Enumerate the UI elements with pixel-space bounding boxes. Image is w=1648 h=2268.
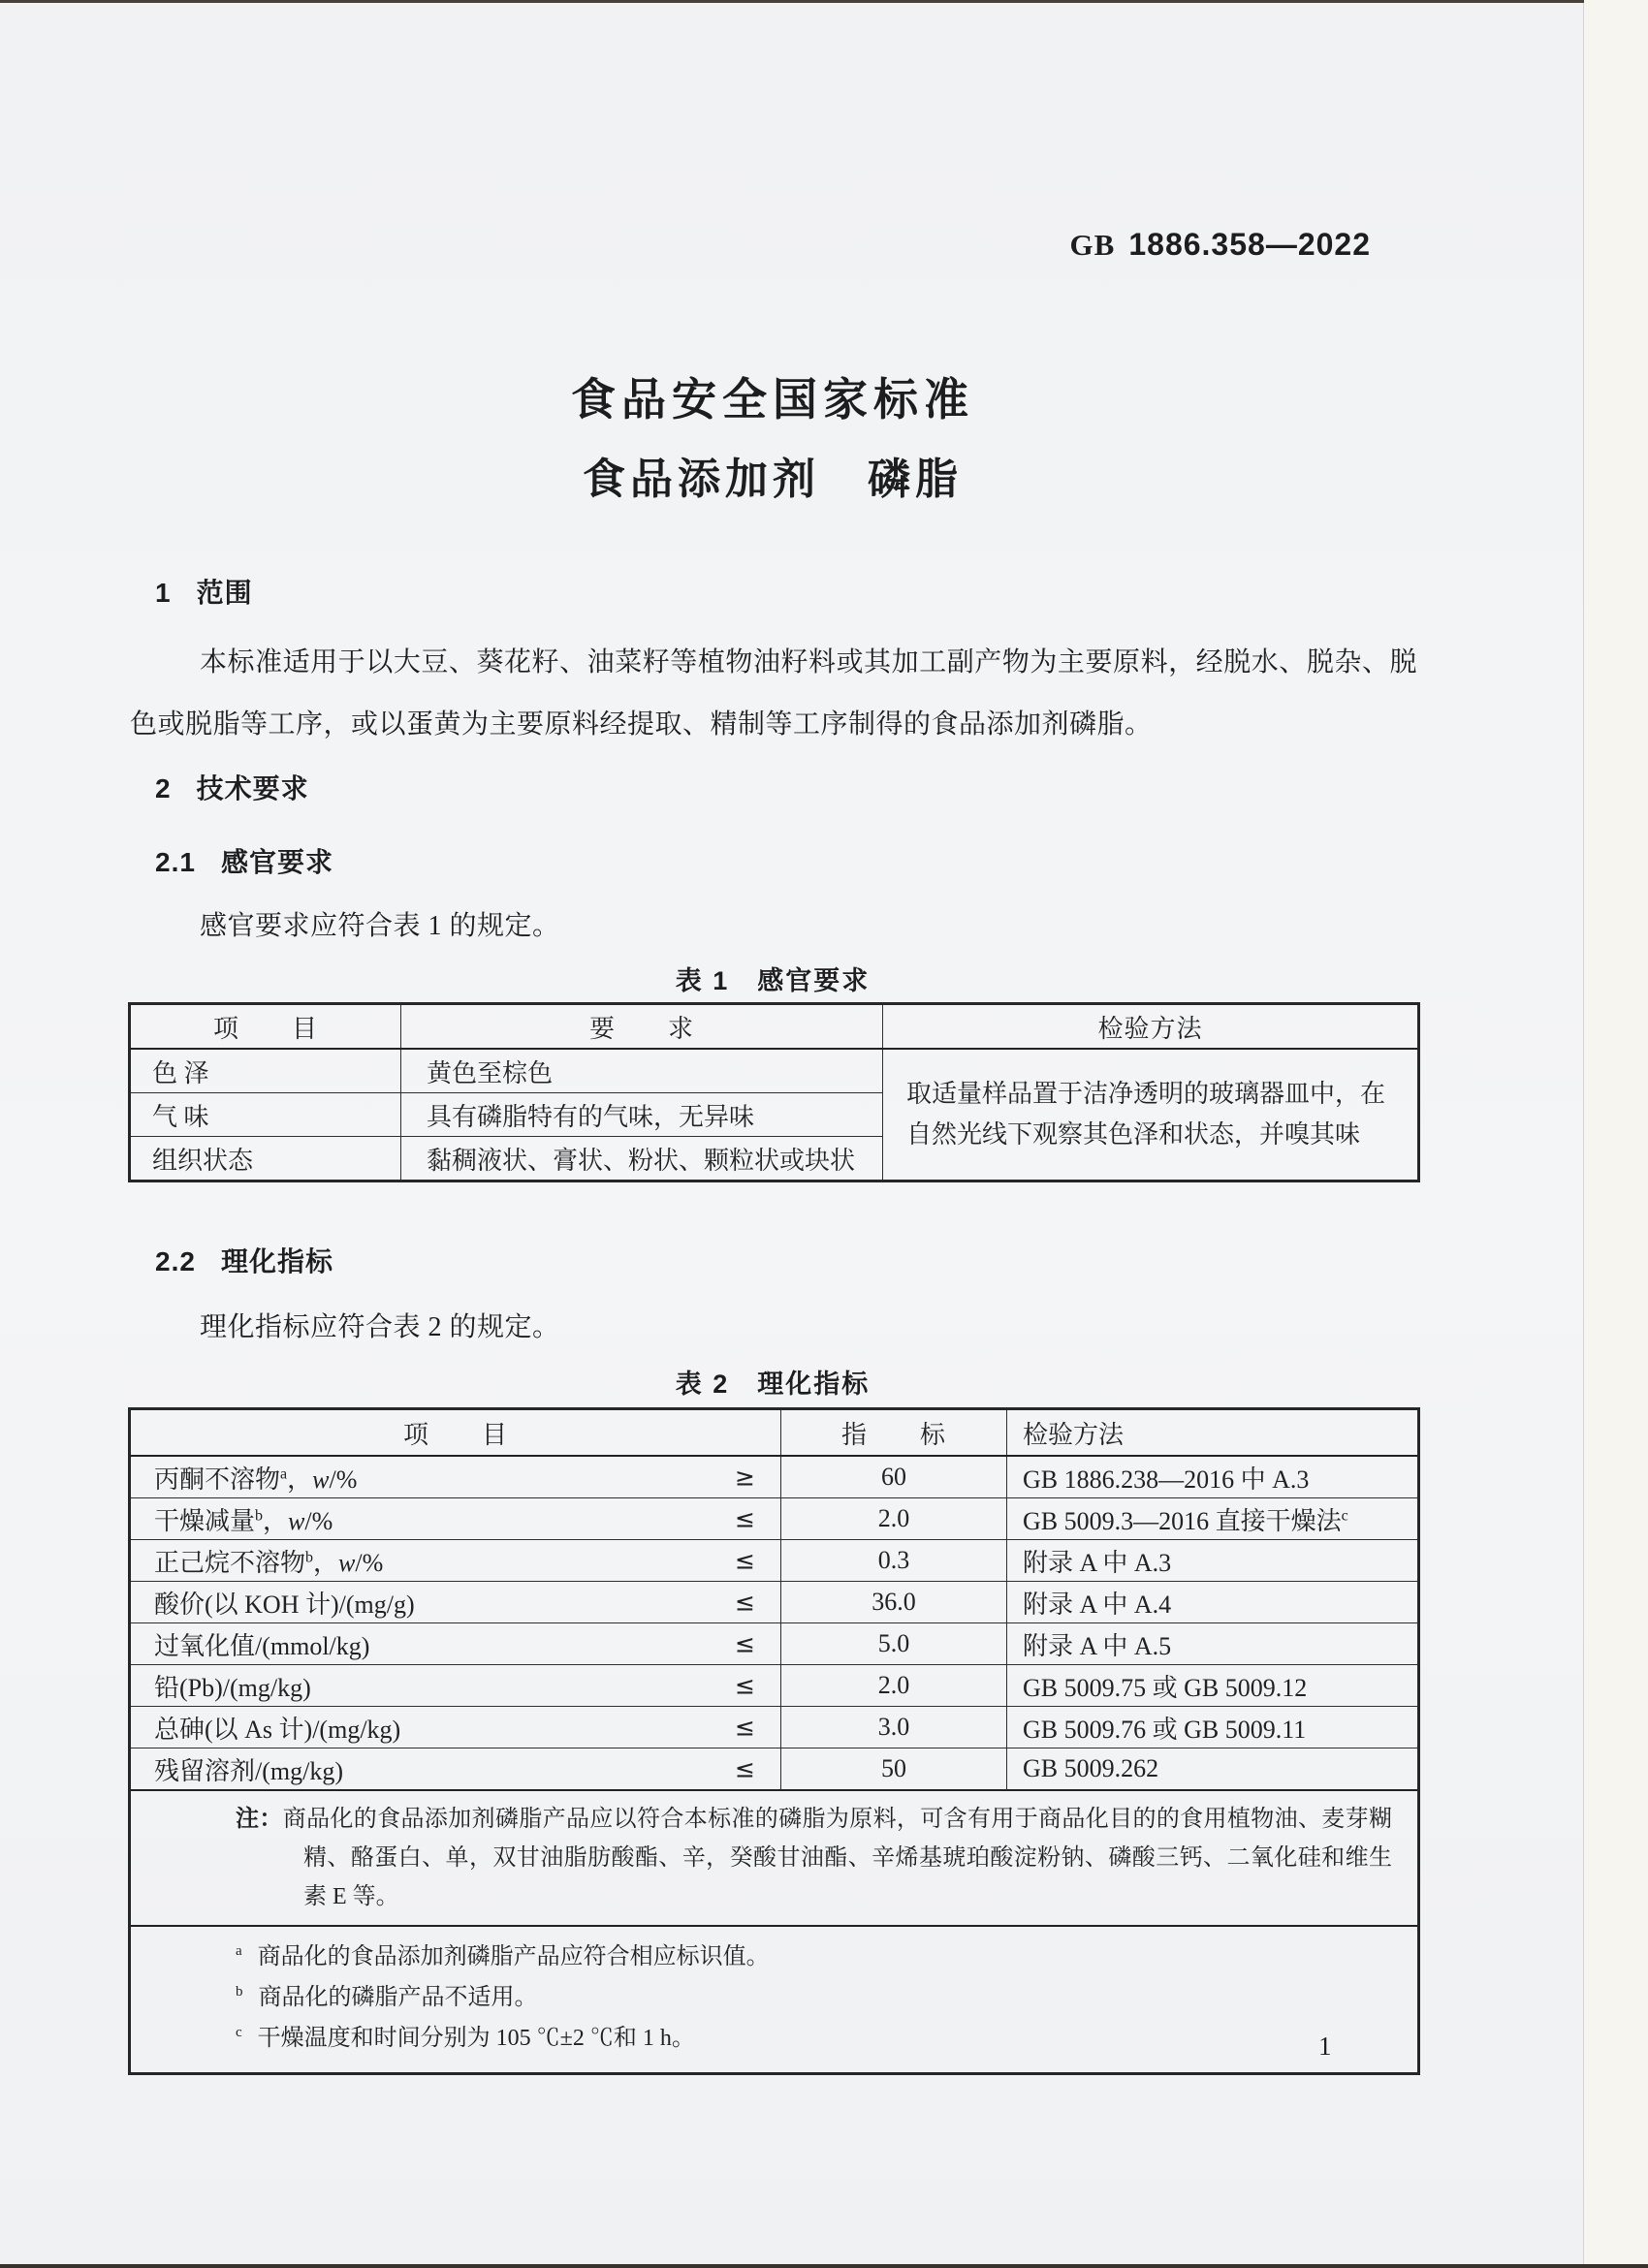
indicator-value: 5.0 xyxy=(781,1623,1007,1665)
method-cell: GB 5009.3—2016 直接干燥法$^c$ xyxy=(1007,1498,1419,1540)
table-note-row xyxy=(130,1790,1419,1926)
indicator-value: 0.3 xyxy=(781,1540,1007,1582)
item-name: 过氧化值/(mmol/kg) xyxy=(154,1631,370,1660)
indicator-value: 2.0 xyxy=(781,1498,1007,1540)
standard-code-number: 1886.358—2022 xyxy=(1128,227,1371,262)
col-header-method: 检验方法 xyxy=(883,1004,1419,1050)
section-title: 范围 xyxy=(196,578,253,608)
item-name: 酸价(以 KOH 计)/(mg/g) xyxy=(154,1590,415,1619)
method-cell: 附录 A 中 A.5 xyxy=(1007,1623,1419,1665)
section-number: 2.2 xyxy=(155,1246,196,1276)
item-name: 残留溶剂/(mg/kg) xyxy=(154,1756,343,1785)
item-name: 丙酮不溶物 xyxy=(154,1465,281,1494)
item-name: 正己烷不溶物 xyxy=(154,1548,306,1577)
indicator-value: 60 xyxy=(781,1456,1007,1498)
note-text: 商品化的食品添加剂磷脂产品应以符合本标准的磷脂为原料，可含有用于商品化目的的食用植物油、麦芽糊精、酪蛋白、单，双甘油脂肪酸酯、辛，癸酸甘油酯、辛烯基琥珀酸淀粉钠、磷酸三钙、二氧化硅和维生素 E 等。 xyxy=(282,1807,1393,1909)
method-cell: GB 5009.75 或 GB 5009.12 xyxy=(1007,1665,1419,1707)
item-cell: 组织状态 xyxy=(130,1137,401,1181)
table-row xyxy=(130,1665,1419,1707)
standard-code xyxy=(1070,227,1371,263)
scope-paragraph: 本标准适用于以大豆、葵花籽、油菜籽等植物油籽料或其加工副产物为主要原料，经脱水、脱杂、脱色或脱脂等工序，或以蛋黄为主要原料经提取、精制等工序制得的食品添加剂磷脂。 xyxy=(130,647,1417,740)
footnote-ref: b xyxy=(255,1506,264,1524)
section-number: 2 xyxy=(155,773,172,803)
item-cell: 丙酮不溶物$^a$，w/% ≥ xyxy=(130,1456,781,1498)
table-header-row xyxy=(130,1004,1419,1050)
table-row xyxy=(130,1623,1419,1665)
footnote-b xyxy=(131,1977,1398,2018)
item-cell: 干燥减量$^b$，w/% ≤ xyxy=(130,1498,781,1540)
page-number: 1 xyxy=(1318,2032,1332,2061)
section-title: 理化指标 xyxy=(220,1246,333,1276)
method-cell: GB 1886.238—2016 中 A.3 xyxy=(1007,1456,1419,1498)
item-cell: 色 泽 xyxy=(130,1049,401,1093)
comparison-operator: ≤ xyxy=(735,1671,755,1700)
section-number: 1 xyxy=(155,578,172,608)
section-title: 技术要求 xyxy=(196,773,309,803)
col-header-item: 项 目 xyxy=(130,1004,401,1050)
table-row xyxy=(130,1049,1419,1093)
comparison-operator: ≤ xyxy=(735,1713,755,1742)
standard-code-prefix: GB xyxy=(1069,228,1116,262)
section-number: 2.1 xyxy=(155,847,196,877)
footnote-text: 商品化的磷脂产品不适用。 xyxy=(258,1985,538,2010)
item-cell xyxy=(130,1582,781,1623)
document-title-line1: 食品安全国家标准 xyxy=(571,374,974,425)
col-header-method: 检验方法 xyxy=(1007,1409,1419,1457)
table-footnotes xyxy=(130,1926,1419,2074)
item-cell xyxy=(130,1665,781,1707)
comparison-operator: ≤ xyxy=(735,1754,755,1783)
item-cell xyxy=(130,1748,781,1791)
comparison-operator: ≤ xyxy=(735,1546,755,1575)
comparison-operator: ≤ xyxy=(735,1629,755,1658)
method-cell: GB 5009.262 xyxy=(1007,1748,1419,1791)
table-row xyxy=(130,1748,1419,1791)
indicator-value: 3.0 xyxy=(781,1707,1007,1748)
table-row xyxy=(130,1540,1419,1582)
table-2-caption: 表 2 理化指标 xyxy=(675,1370,871,1399)
item-cell: 气 味 xyxy=(130,1093,401,1137)
table-1-caption: 表 1 感官要求 xyxy=(675,966,871,995)
footnote-ref: c xyxy=(1341,1506,1348,1524)
method-cell: 附录 A 中 A.4 xyxy=(1007,1582,1419,1623)
item-name: 总砷(以 As 计)/(mg/kg) xyxy=(154,1715,401,1744)
footnote-c xyxy=(131,2018,1398,2059)
table-row xyxy=(130,1582,1419,1623)
footnote-a xyxy=(131,1937,1398,1977)
document-title-line2: 食品添加剂 磷脂 xyxy=(583,456,963,503)
item-cell xyxy=(130,1623,781,1665)
section-2-heading xyxy=(155,768,309,806)
section-2-1-heading xyxy=(155,841,333,880)
table-header-row xyxy=(130,1409,1419,1457)
col-header-indicator: 指 标 xyxy=(781,1409,1007,1457)
footnote-ref: b xyxy=(305,1548,314,1565)
item-name: 干燥减量 xyxy=(154,1506,256,1535)
indicator-value: 50 xyxy=(781,1748,1007,1791)
table-1-sensory-requirements xyxy=(128,1002,1420,1182)
method-cell: 附录 A 中 A.3 xyxy=(1007,1540,1419,1582)
sensory-intro-sentence: 感官要求应符合表 1 的规定。 xyxy=(200,911,560,941)
page-content xyxy=(128,0,1417,2268)
page-edge xyxy=(1583,0,1648,2268)
table-2-physicochemical-indicators xyxy=(128,1407,1420,2075)
requirement-cell: 具有磷脂特有的气味，无异味 xyxy=(401,1093,883,1137)
section-1-heading xyxy=(155,572,253,611)
item-cell: 正己烷不溶物$^b$，w/% ≤ xyxy=(130,1540,781,1582)
table-footnotes-row xyxy=(130,1926,1419,2074)
footnote-ref: a xyxy=(280,1465,288,1482)
footnote-text: 商品化的食品添加剂磷脂产品应符合相应标识值。 xyxy=(257,1944,770,1969)
comparison-operator: ≥ xyxy=(735,1463,755,1492)
table-row xyxy=(130,1498,1419,1540)
comparison-operator: ≤ xyxy=(735,1504,755,1533)
footnote-marker: c xyxy=(236,2025,242,2040)
table-row xyxy=(130,1707,1419,1748)
method-cell: 取适量样品置于洁净透明的玻璃器皿中，在自然光线下观察其色泽和状态，并嗅其味 xyxy=(883,1049,1419,1181)
section-title: 感官要求 xyxy=(220,847,333,877)
footnote-marker: b xyxy=(236,1984,243,2000)
requirement-cell: 黏稠液状、膏状、粉状、颗粒状或块状 xyxy=(401,1137,883,1181)
method-cell: GB 5009.76 或 GB 5009.11 xyxy=(1007,1707,1419,1748)
table-note xyxy=(130,1790,1419,1926)
comparison-operator: ≤ xyxy=(735,1588,755,1617)
table-row xyxy=(130,1456,1419,1498)
note-label: 注： xyxy=(236,1807,283,1832)
col-header-requirement: 要 求 xyxy=(401,1004,883,1050)
footnote-text: 干燥温度和时间分别为 105 ℃±2 ℃和 1 h。 xyxy=(257,2026,695,2051)
physchem-intro-sentence: 理化指标应符合表 2 的规定。 xyxy=(200,1312,560,1342)
footnote-marker: a xyxy=(236,1943,242,1959)
section-2-2-heading xyxy=(155,1241,333,1279)
col-header-item: 项 目 xyxy=(130,1409,781,1457)
item-name: 铅(Pb)/(mg/kg) xyxy=(154,1673,311,1702)
indicator-value: 2.0 xyxy=(781,1665,1007,1707)
indicator-value: 36.0 xyxy=(781,1582,1007,1623)
item-cell xyxy=(130,1707,781,1748)
requirement-cell: 黄色至棕色 xyxy=(401,1049,883,1093)
